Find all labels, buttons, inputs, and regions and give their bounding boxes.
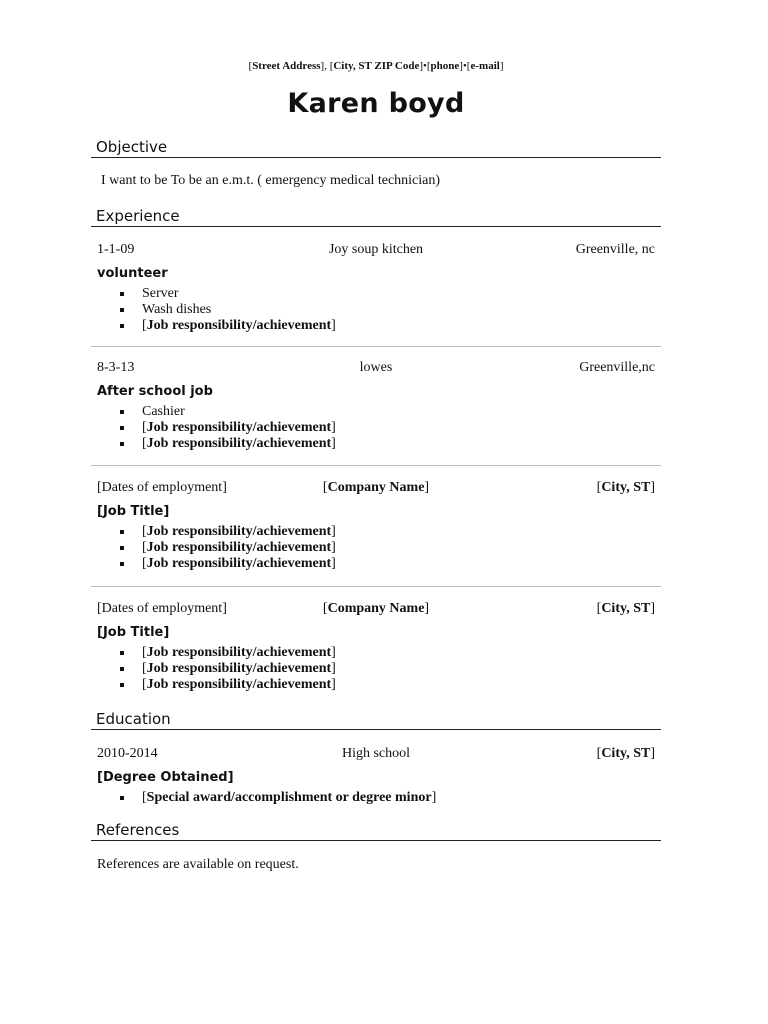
education-school: High school <box>341 746 411 761</box>
duty-item: [Job responsibility/achievement] <box>91 318 661 334</box>
square-bullet-icon <box>120 324 124 328</box>
duty-item: Cashier <box>91 404 661 420</box>
duty-item: [Job responsibility/achievement] <box>91 556 661 572</box>
duty-item: Server <box>91 286 661 302</box>
job-duties <box>91 645 661 693</box>
degree-title: [Degree Obtained] <box>97 770 234 785</box>
square-bullet-icon <box>120 667 124 671</box>
job-divider <box>91 586 661 587</box>
job-company: [Company Name] <box>322 480 430 495</box>
square-bullet-icon <box>120 308 124 312</box>
job-location: Greenville,nc <box>579 360 655 375</box>
duty-item: [Job responsibility/achievement] <box>91 420 661 436</box>
email: e-mail <box>470 60 500 72</box>
job-title: [Job Title] <box>97 504 170 519</box>
duty-item: [Job responsibility/achievement] <box>91 436 661 452</box>
job-company: Joy soup kitchen <box>328 242 424 257</box>
duty-item: [Job responsibility/achievement] <box>91 524 661 540</box>
job-duties <box>91 286 661 334</box>
duty-item: [Job responsibility/achievement] <box>91 661 661 677</box>
objective-text: I want to be To be an e.m.t. ( emergency medical technician) <box>101 173 441 188</box>
education-item: [Special award/accomplishment or degree minor] <box>91 790 661 806</box>
square-bullet-icon <box>120 410 124 414</box>
duty-item: [Job responsibility/achievement] <box>91 645 661 661</box>
street-address: Street Address <box>252 60 321 72</box>
education-items <box>91 790 661 806</box>
job-header <box>91 242 661 260</box>
references-heading: References <box>91 821 661 841</box>
job-title: volunteer <box>97 266 168 281</box>
duty-item: [Job responsibility/achievement] <box>91 540 661 556</box>
education-heading: Education <box>91 710 661 730</box>
square-bullet-icon <box>120 562 124 566</box>
job-date: 8-3-13 <box>97 360 135 375</box>
job-entry <box>91 360 661 452</box>
job-title: After school job <box>97 384 213 399</box>
education-header <box>91 746 661 764</box>
experience-heading: Experience <box>91 207 661 227</box>
job-header <box>91 480 661 498</box>
duty-item: [Job responsibility/achievement] <box>91 677 661 693</box>
job-divider <box>91 346 661 347</box>
references-text: References are available on request. <box>97 857 299 872</box>
job-header <box>91 601 661 619</box>
city-zip: City, ST ZIP Code <box>333 60 420 72</box>
job-location: [City, ST] <box>596 480 655 495</box>
education-entry <box>91 746 661 806</box>
contact-line: [Street Address], [City, ST ZIP Code]•[phone]•[e-mail] <box>248 60 504 72</box>
job-date: 1-1-09 <box>97 242 135 257</box>
job-title: [Job Title] <box>97 625 170 640</box>
objective-heading: Objective <box>91 138 661 158</box>
square-bullet-icon <box>120 426 124 430</box>
square-bullet-icon <box>120 796 124 800</box>
job-header <box>91 360 661 378</box>
job-date: [Dates of employment] <box>97 480 227 495</box>
job-date: [Dates of employment] <box>97 601 227 616</box>
square-bullet-icon <box>120 442 124 446</box>
job-location: [City, ST] <box>596 601 655 616</box>
job-company: [Company Name] <box>322 601 430 616</box>
education-years: 2010-2014 <box>97 746 158 761</box>
square-bullet-icon <box>120 546 124 550</box>
job-location: Greenville, nc <box>575 242 655 257</box>
square-bullet-icon <box>120 683 124 687</box>
job-company: lowes <box>359 360 393 375</box>
job-entry <box>91 480 661 572</box>
phone: phone <box>430 60 460 72</box>
job-duties <box>91 524 661 572</box>
job-duties <box>91 404 661 452</box>
square-bullet-icon <box>120 651 124 655</box>
candidate-name: Karen boyd <box>287 88 465 119</box>
job-entry <box>91 242 661 334</box>
job-entry <box>91 601 661 693</box>
square-bullet-icon <box>120 292 124 296</box>
duty-item: Wash dishes <box>91 302 661 318</box>
education-location: [City, ST] <box>596 746 655 761</box>
job-divider <box>91 465 661 466</box>
square-bullet-icon <box>120 530 124 534</box>
